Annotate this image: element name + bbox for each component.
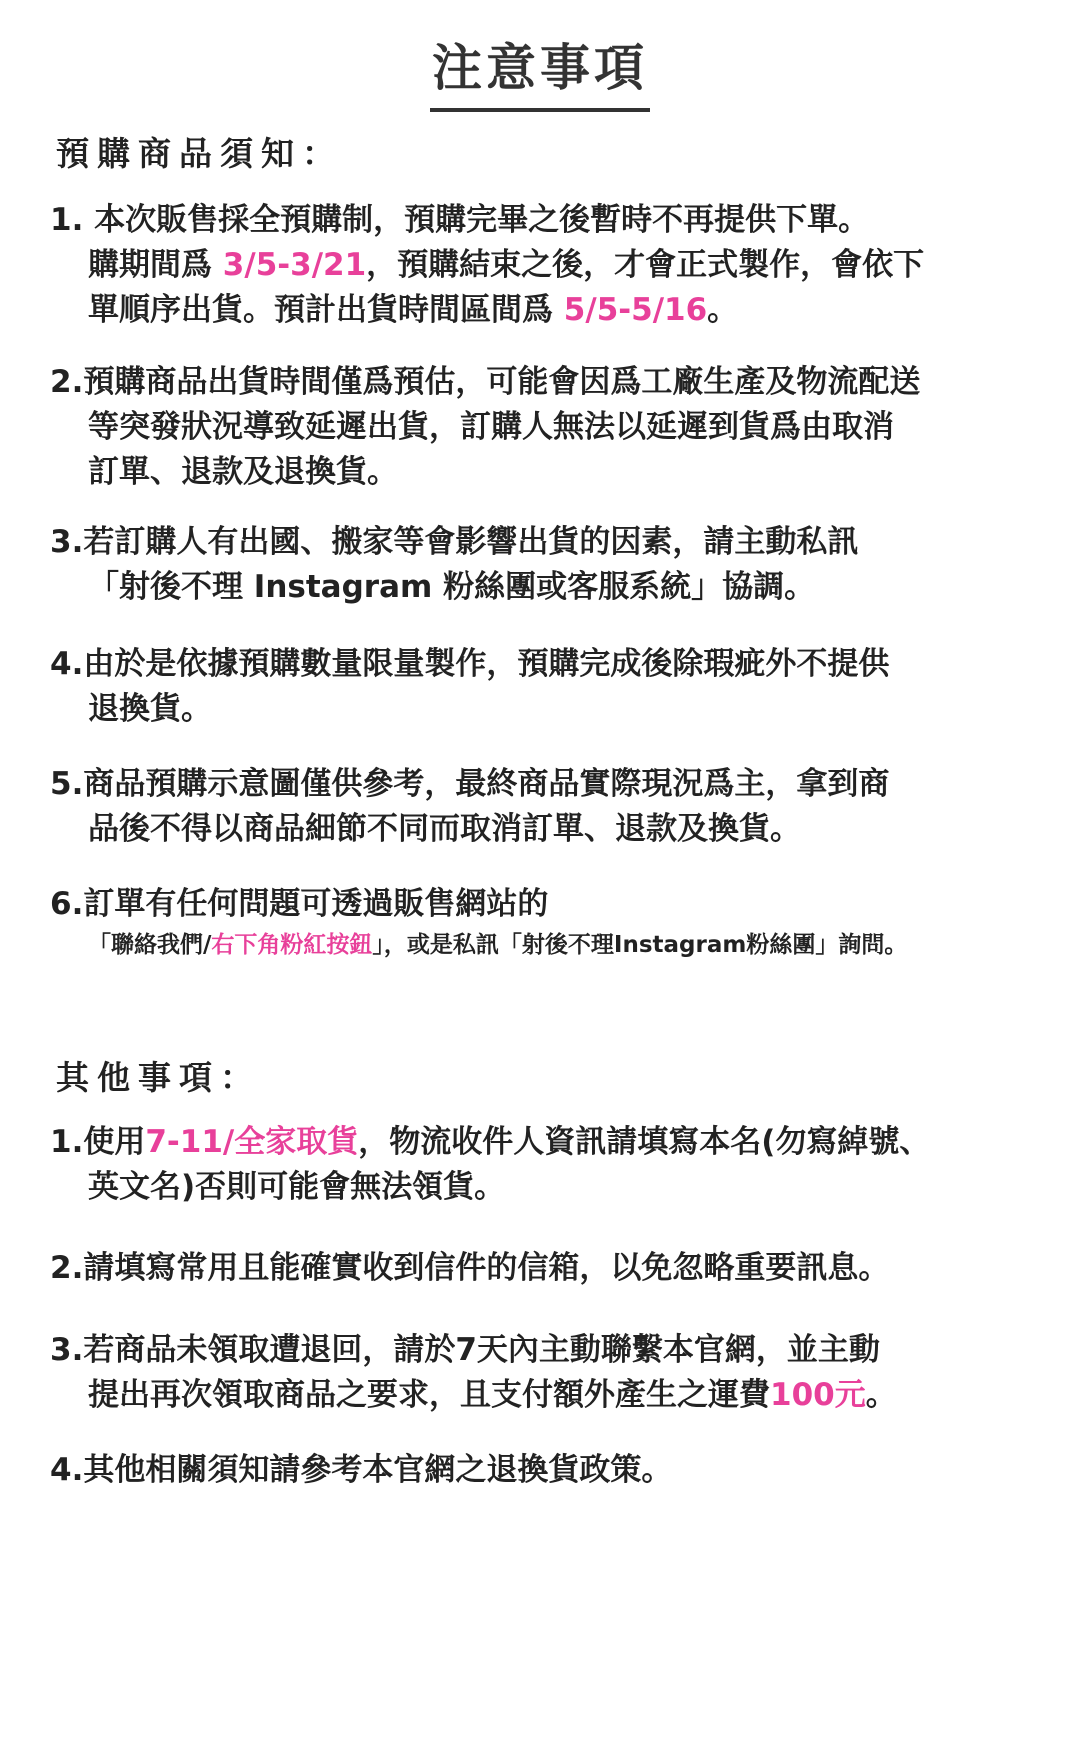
highlight-text: 3/5-3/21	[222, 247, 367, 283]
item-line: 提出再次領取商品之要求，且支付額外產生之運費100元。	[88, 1377, 897, 1413]
item-line: 4.由於是依據預購數量限量製作，預購完成後除瑕疵外不提供	[50, 646, 890, 682]
item-line: 英文名)否則可能會無法領貨。	[88, 1169, 506, 1205]
preorder-item-5	[50, 762, 1040, 852]
item-line: 退換貨。	[88, 691, 212, 727]
item-line: 3.若訂購人有出國、搬家等會影響出貨的因素，請主動私訊	[50, 524, 859, 560]
preorder-item-6	[50, 882, 1040, 963]
item-line: 5.商品預購示意圖僅供參考，最終商品實際現況爲主，拿到商	[50, 766, 890, 802]
page-title-text: 注意事項	[430, 36, 650, 112]
preorder-item-2	[50, 360, 1040, 495]
item-line: 1. 本次販售採全預購制，預購完畢之後暫時不再提供下單。	[50, 202, 870, 238]
preorder-item-1	[50, 198, 1040, 333]
item-line: 2.請填寫常用且能確實收到信件的信箱，以免忽略重要訊息。	[50, 1250, 890, 1286]
item-line: 1.使用7-11/全家取貨，物流收件人資訊請填寫本名(勿寫綽號、	[50, 1124, 931, 1160]
preorder-heading: 預購商品須知：	[56, 134, 343, 173]
item-line: 「射後不理 Instagram 粉絲團或客服系統」協調。	[88, 569, 816, 605]
other-item-2	[50, 1246, 1040, 1291]
preorder-item-3	[50, 520, 1040, 610]
highlight-text: 5/5-5/16	[563, 292, 708, 328]
item-line: 單順序出貨。預計出貨時間區間爲 5/5-5/16。	[88, 292, 739, 328]
item-line: 訂單、退款及退換貨。	[88, 454, 398, 490]
highlight-text: 100元	[770, 1377, 866, 1413]
item-line: 2.預購商品出貨時間僅爲預估，可能會因爲工廠生產及物流配送	[50, 364, 921, 400]
highlight-text: 7-11/全家取貨	[145, 1124, 359, 1160]
other-item-4	[50, 1448, 1040, 1493]
contact-line: 「聯絡我們/右下角粉紅按鈕」，或是私訊「射後不理Instagram粉絲團」詢問。	[88, 932, 908, 958]
other-item-1	[50, 1120, 1040, 1210]
item-line: 6.訂單有任何問題可透過販售網站的	[50, 886, 549, 922]
other-heading: 其他事項：	[56, 1058, 261, 1097]
other-item-3	[50, 1328, 1040, 1418]
preorder-item-4	[50, 642, 1040, 732]
item-line: 品後不得以商品細節不同而取消訂單、退款及換貨。	[88, 811, 801, 847]
item-line: 購期間爲 3/5-3/21，預購結束之後，才會正式製作，會依下	[88, 247, 925, 283]
page-title	[0, 36, 1080, 112]
item-line: 等突發狀況導致延遲出貨，訂購人無法以延遲到貨爲由取消	[88, 409, 894, 445]
pink-button-text: 右下角粉紅按鈕	[211, 932, 373, 958]
item-line: 4.其他相關須知請參考本官網之退換貨政策。	[50, 1452, 673, 1488]
item-line: 3.若商品未領取遭退回，請於7天內主動聯繫本官網，並主動	[50, 1332, 880, 1368]
